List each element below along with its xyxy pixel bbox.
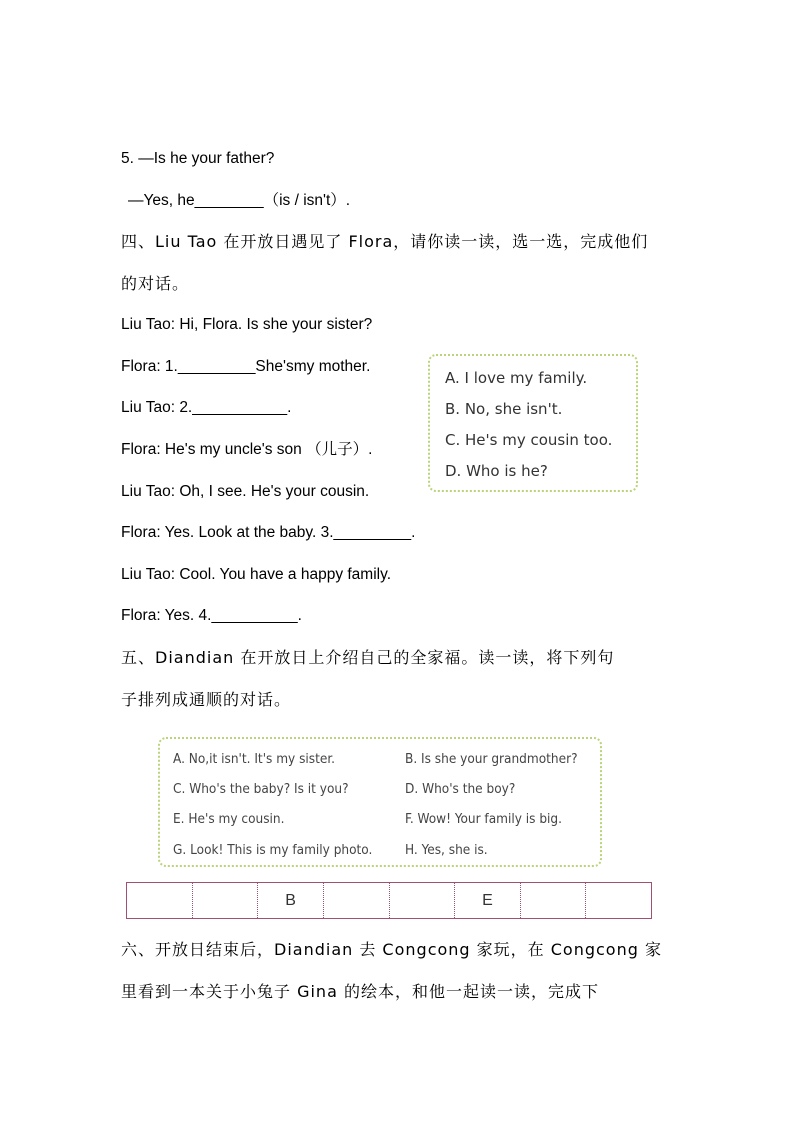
dialogue-line: Flora: Yes. 4.__________.: [121, 607, 302, 624]
option-a: A. No,it isn't. It's my sister.: [173, 751, 335, 767]
answer-cell-5[interactable]: [390, 883, 456, 918]
option-b: B. No, she isn't.: [445, 400, 563, 418]
option-b: B. Is she your grandmother?: [405, 751, 578, 767]
dialogue-line: Flora: 1._________She'smy mother.: [121, 358, 371, 375]
option-f: F. Wow! Your family is big.: [405, 811, 562, 827]
q5-question: 5. —Is he your father?: [121, 150, 275, 167]
section5-heading-line1: 五、Diandian 在开放日上介绍自己的全家福。读一读，将下列句: [121, 648, 615, 667]
dialogue-line: Flora: Yes. Look at the baby. 3._________.: [121, 524, 416, 541]
section4-options-box: [428, 354, 638, 492]
answer-cell-3[interactable]: B: [258, 883, 324, 918]
dialogue-line: Liu Tao: 2.___________.: [121, 399, 292, 416]
section5-options-box: [158, 737, 602, 867]
option-h: H. Yes, she is.: [405, 842, 488, 858]
section6-heading-line1: 六、开放日结束后，Diandian 去 Congcong 家玩，在 Congcong 家: [121, 940, 662, 959]
answer-cell-1[interactable]: [127, 883, 193, 918]
q5-answer: —Yes, he________（is / isn't）.: [128, 192, 351, 209]
answer-cell-2[interactable]: [193, 883, 259, 918]
answer-cell-6[interactable]: E: [455, 883, 521, 918]
option-c: C. Who's the baby? Is it you?: [173, 781, 349, 797]
option-d: D. Who is he?: [445, 462, 548, 480]
dialogue-line: Flora: He's my uncle's son （儿子）.: [121, 441, 373, 458]
dialogue-line: Liu Tao: Hi, Flora. Is she your sister?: [121, 316, 373, 333]
dialogue-line: Liu Tao: Oh, I see. He's your cousin.: [121, 483, 370, 500]
section5-heading-line2: 子排列成通顺的对话。: [121, 690, 292, 709]
dialogue-line: Liu Tao: Cool. You have a happy family.: [121, 566, 392, 583]
answer-grid: [126, 882, 652, 919]
option-e: E. He's my cousin.: [173, 811, 285, 827]
answer-cell-4[interactable]: [324, 883, 390, 918]
section6-heading-line2: 里看到一本关于小兔子 Gina 的绘本，和他一起读一读，完成下: [121, 982, 599, 1001]
option-c: C. He's my cousin too.: [445, 431, 613, 449]
answer-cell-8[interactable]: [586, 883, 651, 918]
option-a: A. I love my family.: [445, 369, 588, 387]
answer-cell-7[interactable]: [521, 883, 587, 918]
option-d: D. Who's the boy?: [405, 781, 516, 797]
option-g: G. Look! This is my family photo.: [173, 842, 373, 858]
section4-heading-line2: 的对话。: [121, 274, 190, 293]
section4-heading-line1: 四、Liu Tao 在开放日遇见了 Flora，请你读一读，选一选，完成他们: [121, 232, 649, 251]
